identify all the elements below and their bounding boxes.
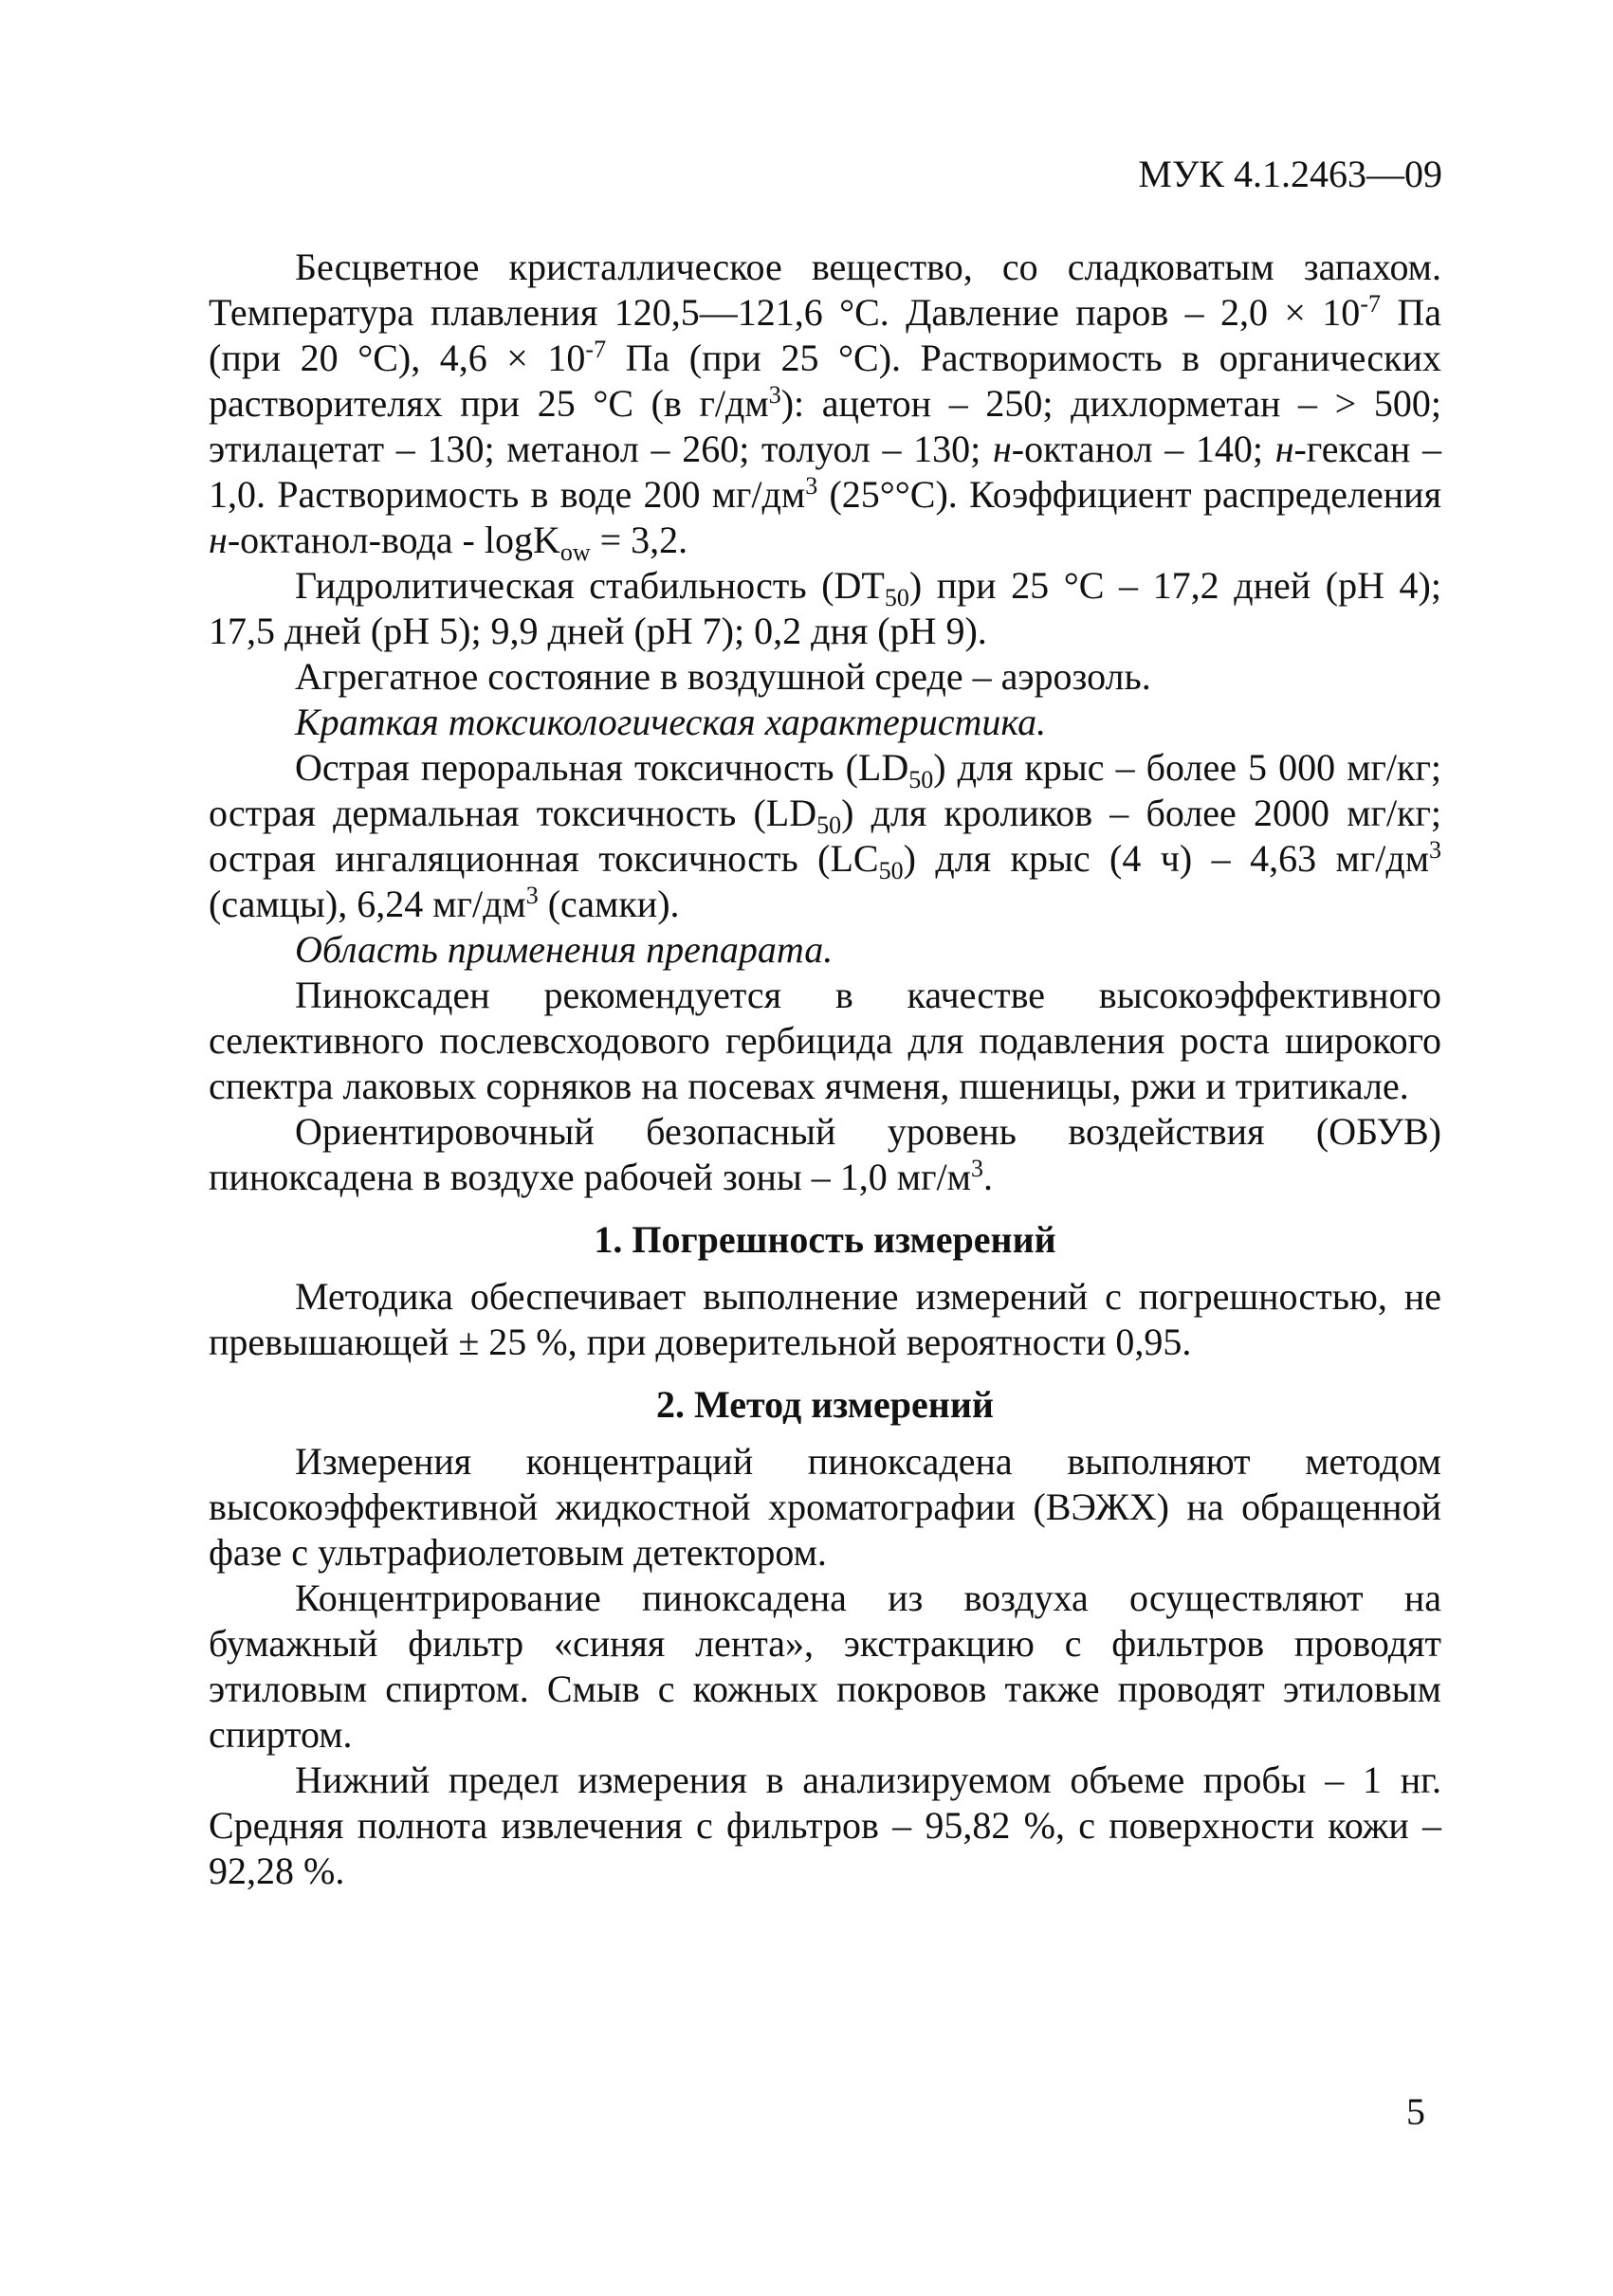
section-2-heading: 2. Метод измерений [656, 1383, 994, 1426]
section-2-paragraph-1: Измерения концентраций пиноксадена выполняют методом высокоэффективной жидкостной хроматографии (ВЭЖХ) на обращенной фазе с ультрафиолетовым детектором. [209, 1440, 1441, 1574]
document-body [209, 245, 1441, 1894]
page-number: 5 [1406, 2090, 1425, 2133]
section-1-heading: 1. Погрешность измерений [594, 1218, 1056, 1261]
section-1-text: Методика обеспечивает выполнение измерений с погрешностью, не превышающей ± 25 %, при доверительной вероятности 0,95. [209, 1275, 1441, 1363]
paragraph-obuv: Ориентировочный безопасный уровень воздействия (ОБУВ) пиноксадена в воздухе рабочей зоны – 1,0 $мг/м^3$. [209, 1110, 1441, 1198]
paragraph-application: Пиноксаден рекомендуется в качестве высокоэффективного селективного послевсходового гербицида для подавления роста широкого спектра лаковых сорняков на посевах ячменя, пшеницы, ржи и тритикале. [209, 974, 1441, 1107]
section-2-paragraph-3: Нижний предел измерения в анализируемом объеме пробы – 1 нг. Средняя полнота извлечения с фильтров – 95,82 %, с поверхности кожи – 92,28 %. [209, 1758, 1441, 1892]
section-2-paragraph-2: Концентрирование пиноксадена из воздуха осуществляют на бумажный фильтр «синяя лента», экстракцию с фильтров проводят этиловым спиртом. Смыв с кожных покровов также проводят этиловым спиртом. [209, 1576, 1441, 1756]
subheading-application: Область применения препарата. [295, 928, 834, 971]
paragraph-hydrolytic-stability: Гидролитическая стабильность $(DT_{50})$ при 25 °С – 17,2 дней (pH 4); 17,5 дней (pH 5); 9,9 дней (pH 7); 0,2 дня (pH 9). [209, 564, 1441, 652]
paragraph-toxicity: Острая пероральная токсичность $(LD_{50})$ для крыс – более 5 000 мг/кг; острая дермальная токсичность $(LD_{50})$ для кроликов – более 2000 мг/кг; острая ингаляционная токсичность $(LC_{50})$ для крыс (4 ч) – 4,63 $мг/дм^3$ (самцы), 6,24 $мг/дм^3$ (самки). [209, 746, 1442, 925]
subheading-toxicology: Краткая токсикологическая характеристика. [295, 701, 1047, 743]
paragraph-description: Бесцветное кристаллическое вещество, со сладковатым запахом. Температура плавления 120,5—121,6 °С. Давление паров – $2,0 \times 10^{-7}$ Па (при 20 °С), $4,6 \times 10^{-7}$ Па (при 25 °С). Растворимость в органических растворителях при 25 °С (в $г/дм^3$): ацетон – 250; дихлорметан – > 500; этилацетат – 130; метанол – 260; толуол – 130; н-октанол – 140; н-гексан – 1,0. Растворимость в воде 200 $мг/дм^3$ (25°°С). Коэффициент распределения н-октанол-вода - logK$_{ow}$ = 3,2. [209, 246, 1442, 566]
document-code: МУК 4.1.2463—09 [1138, 153, 1442, 195]
paragraph-aggregate-state: Агрегатное состояние в воздушной среде – аэрозоль. [295, 655, 1151, 698]
